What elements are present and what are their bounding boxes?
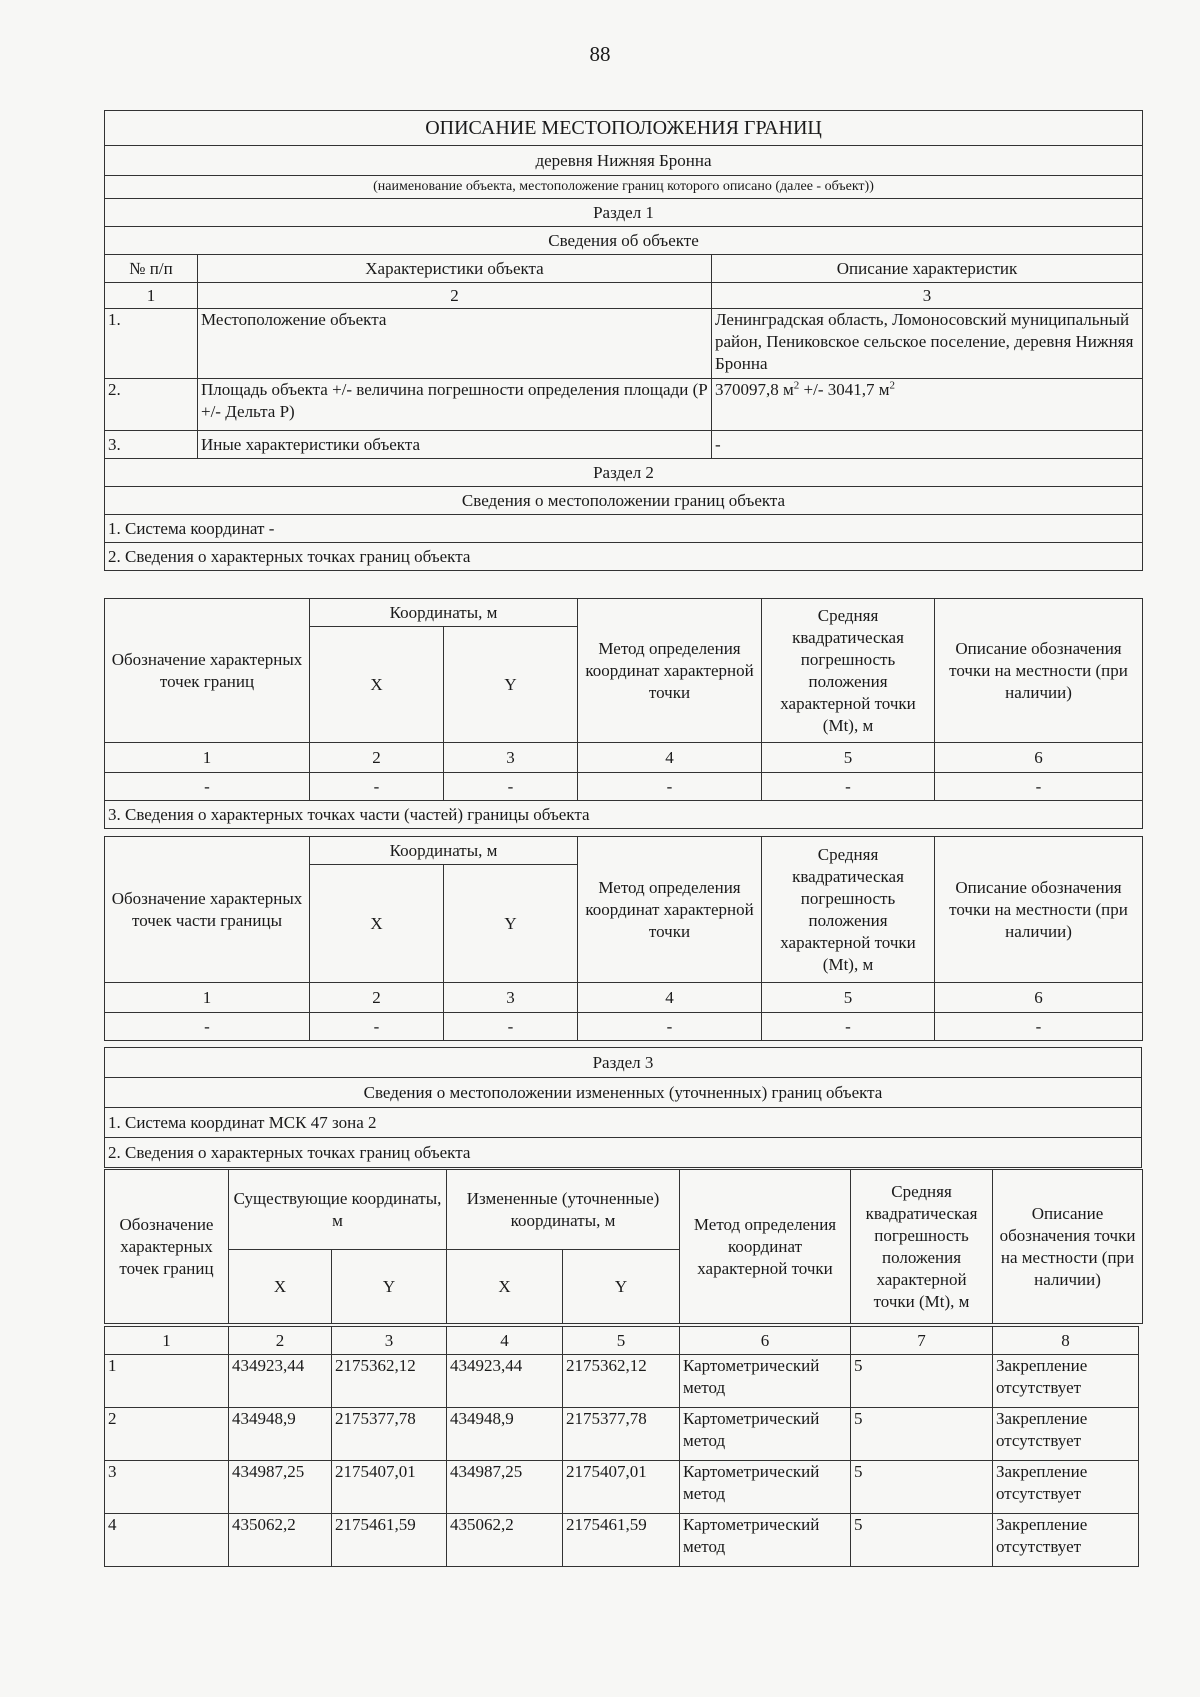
col-number: 5 [762,743,935,773]
existing-x: 434923,44 [229,1355,332,1408]
col-number: 3 [712,283,1143,309]
row-name: Площадь объекта +/- величина погрешности определения площади (P +/- Дельта P) [198,379,712,431]
col-number: 5 [762,983,935,1013]
empty-cell: - [310,773,444,801]
section3-columns-table [104,1169,1143,1324]
col-header-description: Описание характеристик [712,255,1143,283]
description: Закрепление отсутствует [993,1461,1139,1514]
col-number: 6 [680,1327,851,1355]
object-name: деревня Нижняя Бронна [105,146,1143,176]
col-header-num: № п/п [105,255,198,283]
h-existing-coords: Существующие координаты, м [229,1170,447,1250]
error: 5 [851,1514,993,1567]
h-error: Средняя квадратическая погрешность положения характерной точки (Mt), м [762,599,935,743]
point-id: 4 [105,1514,229,1567]
section2-parts-title: 3. Сведения о характерных точках части (частей) границы объекта [105,801,1143,829]
existing-y: 2175407,01 [332,1461,447,1514]
object-note: (наименование объекта, местоположение границ которого описано (далее - объект)) [105,176,1143,199]
table-row [105,1013,1143,1041]
col-number: 1 [105,983,310,1013]
changed-y: 2175461,59 [563,1514,680,1567]
existing-x: 435062,2 [229,1514,332,1567]
row-num: 1. [105,309,198,379]
point-id: 2 [105,1408,229,1461]
col-header-characteristic: Характеристики объекта [198,255,712,283]
changed-x: 434987,25 [447,1461,563,1514]
h-designation-part: Обозначение характерных точек части границы [105,837,310,983]
empty-cell: - [935,1013,1143,1041]
existing-y: 2175377,78 [332,1408,447,1461]
changed-x: 435062,2 [447,1514,563,1567]
table-row [105,773,1143,801]
area-error: +/- 3041,7 м [799,380,890,399]
table-row [105,1355,1139,1408]
h-x: X [310,627,444,743]
section3-header-table [104,1047,1142,1168]
section2-parts-table [104,836,1143,1041]
h-changed-y: Y [563,1250,680,1324]
col-number: 3 [332,1327,447,1355]
h-error: Средняя квадратическая погрешность положения характерной точки (Mt), м [762,837,935,983]
changed-x: 434923,44 [447,1355,563,1408]
empty-cell: - [578,1013,762,1041]
description: Закрепление отсутствует [993,1514,1139,1567]
empty-cell: - [762,773,935,801]
section3-points-title: 2. Сведения о характерных точках границ объекта [105,1138,1142,1168]
col-number: 4 [578,743,762,773]
col-number: 5 [563,1327,680,1355]
h-x: X [310,865,444,983]
description: Закрепление отсутствует [993,1408,1139,1461]
area-value: 370097,8 м [715,380,794,399]
col-number: 1 [105,283,198,309]
section3-subtitle: Сведения о местоположении измененных (уточненных) границ объекта [105,1078,1142,1108]
existing-y: 2175362,12 [332,1355,447,1408]
table-row [105,309,1143,379]
empty-cell: - [310,1013,444,1041]
section3-data-table [104,1326,1139,1567]
col-number: 7 [851,1327,993,1355]
section2-points-table [104,598,1143,829]
row-num: 2. [105,379,198,431]
row-value: - [712,431,1143,459]
h-method: Метод определения координат характерной точки [578,837,762,983]
h-y: Y [444,627,578,743]
row-name: Местоположение объекта [198,309,712,379]
h-designation: Обозначение характерных точек границ [105,599,310,743]
section2-title: Раздел 2 [105,459,1143,487]
section1-title: Раздел 1 [105,199,1143,227]
empty-cell: - [105,1013,310,1041]
h-existing-y: Y [332,1250,447,1324]
empty-cell: - [105,773,310,801]
col-number: 6 [935,743,1143,773]
document-title: ОПИСАНИЕ МЕСТОПОЛОЖЕНИЯ ГРАНИЦ [105,111,1143,146]
section3-title: Раздел 3 [105,1048,1142,1078]
col-number: 4 [447,1327,563,1355]
h-method: Метод определения координат характерной точки [578,599,762,743]
method: Картометрический метод [680,1355,851,1408]
point-id: 1 [105,1355,229,1408]
h-changed-x: X [447,1250,563,1324]
h-changed-coords: Измененные (уточненные) координаты, м [447,1170,680,1250]
h-error: Средняя квадратическая погрешность положения характерной точки (Mt), м [851,1170,993,1324]
h-description: Описание обозначения точки на местности (при наличии) [993,1170,1143,1324]
description: Закрепление отсутствует [993,1355,1139,1408]
section1-subtitle: Сведения об объекте [105,227,1143,255]
section3-coord-system: 1. Система координат МСК 47 зона 2 [105,1108,1142,1138]
point-id: 3 [105,1461,229,1514]
col-number: 8 [993,1327,1139,1355]
empty-cell: - [444,1013,578,1041]
table-row [105,1461,1139,1514]
h-description: Описание обозначения точки на местности (при наличии) [935,599,1143,743]
row-num: 3. [105,431,198,459]
empty-cell: - [578,773,762,801]
col-number: 2 [229,1327,332,1355]
col-number: 3 [444,983,578,1013]
changed-x: 434948,9 [447,1408,563,1461]
section1-table [104,110,1143,571]
table-row [105,1408,1139,1461]
existing-x: 434987,25 [229,1461,332,1514]
col-number: 1 [105,1327,229,1355]
method: Картометрический метод [680,1408,851,1461]
changed-y: 2175377,78 [563,1408,680,1461]
h-coords: Координаты, м [310,599,578,627]
h-designation: Обозначение характерных точек границ [105,1170,229,1324]
existing-y: 2175461,59 [332,1514,447,1567]
row-value: Ленинградская область, Ломоносовский муниципальный район, Пениковское сельское поселение, деревня Нижняя Бронна [712,309,1143,379]
method: Картометрический метод [680,1514,851,1567]
page-number: 88 [589,42,611,66]
error: 5 [851,1408,993,1461]
col-number: 1 [105,743,310,773]
section2-coord-system: 1. Система координат - [105,515,1143,543]
section2-points-title: 2. Сведения о характерных точках границ объекта [105,543,1143,571]
changed-y: 2175362,12 [563,1355,680,1408]
error: 5 [851,1355,993,1408]
existing-x: 434948,9 [229,1408,332,1461]
col-number: 6 [935,983,1143,1013]
row-value [712,379,1143,431]
table-row [105,379,1143,431]
h-existing-x: X [229,1250,332,1324]
section2-subtitle: Сведения о местоположении границ объекта [105,487,1143,515]
table-row [105,431,1143,459]
area-unit-power: 2 [793,379,800,392]
col-number: 2 [310,743,444,773]
error: 5 [851,1461,993,1514]
changed-y: 2175407,01 [563,1461,680,1514]
h-method: Метод определения координат характерной точки [680,1170,851,1324]
h-y: Y [444,865,578,983]
col-number: 2 [310,983,444,1013]
row-name: Иные характеристики объекта [198,431,712,459]
h-description: Описание обозначения точки на местности (при наличии) [935,837,1143,983]
table-row [105,1514,1139,1567]
area-error-unit-power: 2 [889,379,895,392]
method: Картометрический метод [680,1461,851,1514]
empty-cell: - [444,773,578,801]
col-number: 4 [578,983,762,1013]
h-coords: Координаты, м [310,837,578,865]
col-number: 3 [444,743,578,773]
empty-cell: - [762,1013,935,1041]
col-number: 2 [198,283,712,309]
empty-cell: - [935,773,1143,801]
